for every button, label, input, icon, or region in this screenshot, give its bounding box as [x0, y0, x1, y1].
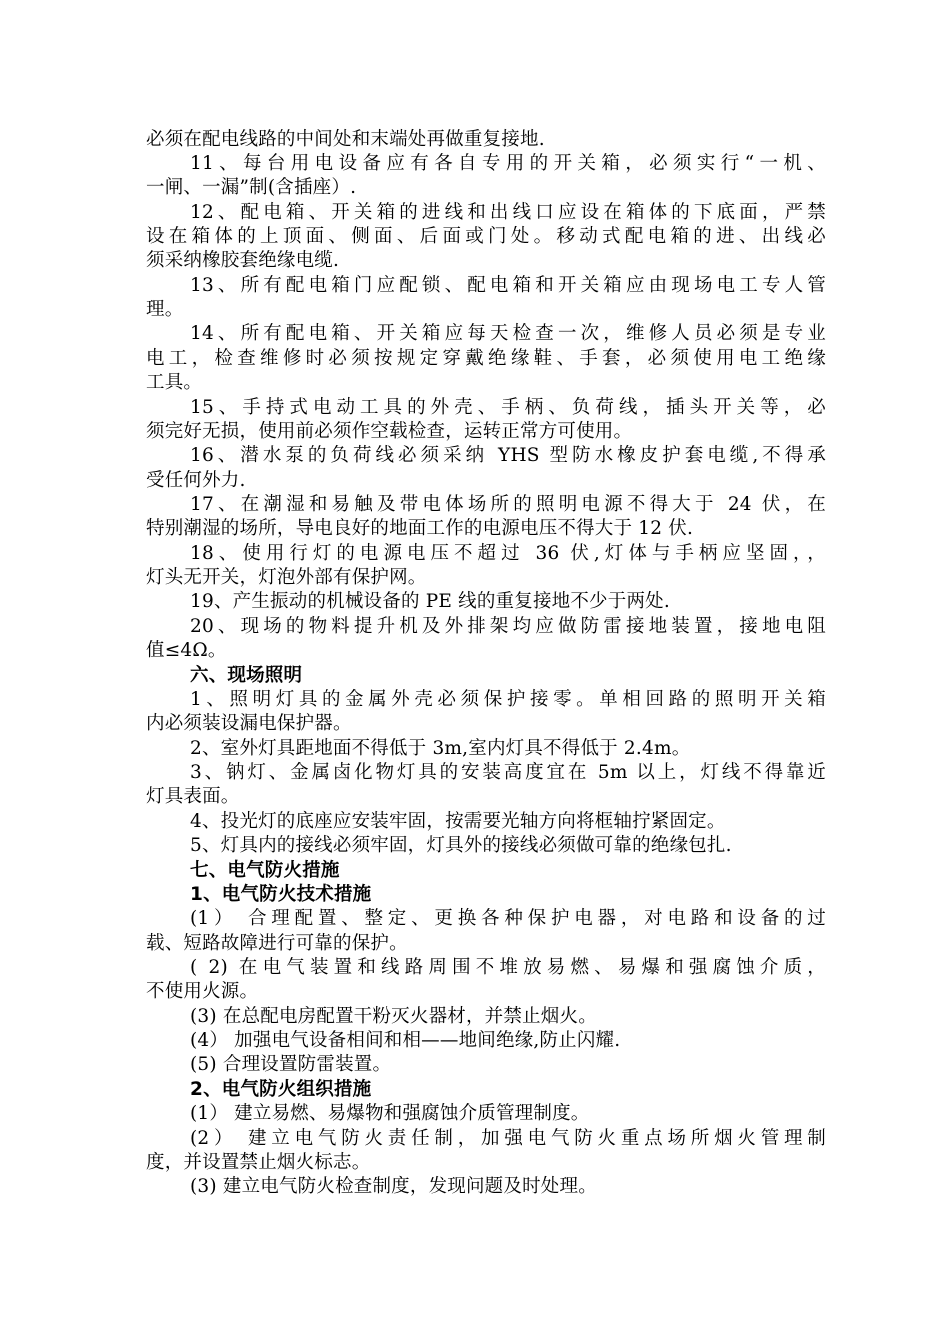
text-line: 特别潮湿的场所，导电良好的地面工作的电源电压不得大于 12 伏.	[146, 518, 694, 539]
text-line: 灯头无开关，灯泡外部有保护网。	[146, 567, 427, 588]
text-line: (3) 在总配电房配置干粉灭火器材，并禁止烟火。	[190, 1006, 597, 1027]
text-line: 须完好无损，使用前必须作空载检查，运转正常方可使用。	[146, 421, 633, 442]
text-line: 度，并设置禁止烟火标志。	[146, 1152, 371, 1173]
text-line: 17、在潮湿和易触及带电体场所的照明电源不得大于 24 伏，在	[190, 494, 826, 515]
section-heading: 七、电气防火措施	[190, 860, 340, 881]
text-line: 15、手持式电动工具的外壳、手柄、负荷线，插头开关等，必	[190, 397, 826, 418]
text-line: (1） 建立易燃、易爆物和强腐蚀介质管理制度。	[190, 1103, 590, 1124]
subsection-heading: 2、电气防火组织措施	[190, 1079, 372, 1100]
text-line: 14、所有配电箱、开关箱应每天检查一次，维修人员必须是专业	[190, 323, 826, 344]
subsection-heading: 1、电气防火技术措施	[190, 884, 372, 905]
text-line: 理。	[146, 299, 184, 320]
text-line: 内必须装设漏电保护器。	[146, 713, 352, 734]
text-line: 受任何外力.	[146, 470, 246, 491]
section-heading: 六、现场照明	[190, 665, 303, 686]
text-line: 3、钠灯、金属卤化物灯具的安装高度宜在 5m 以上，灯线不得靠近	[190, 762, 826, 783]
text-line: (5) 合理设置防雷装置。	[190, 1054, 392, 1075]
text-line: 18、使用行灯的电源电压不超过 36 伏,灯体与手柄应坚固，，	[190, 543, 826, 564]
text-line: 值≤4Ω。	[146, 640, 227, 661]
text-line: 必须在配电线路的中间处和末端处再做重复接地.	[146, 129, 545, 150]
text-line: (4） 加强电气设备相间和相——地间绝缘,防止闪耀.	[190, 1030, 621, 1051]
text-line: 11、每台用电设备应有各自专用的开关箱，必须实行“一机、	[190, 153, 826, 174]
text-line: (3) 建立电气防火检查制度，发现问题及时处理。	[190, 1176, 597, 1197]
text-line: 不使用火源。	[146, 981, 259, 1002]
text-line: ( 2) 在电气装置和线路周围不堆放易燃、易爆和强腐蚀介质，	[190, 957, 826, 978]
text-line: 1、照明灯具的金属外壳必须保护接零。单相回路的照明开关箱	[190, 689, 826, 710]
text-line: 20、现场的物料提升机及外排架均应做防雷接地装置，接地电阻	[190, 616, 826, 637]
text-line: 载、短路故障进行可靠的保护。	[146, 933, 408, 954]
text-line: 一闸、一漏”制(含插座）.	[146, 177, 357, 198]
text-line: 12、配电箱、开关箱的进线和出线口应设在箱体的下底面，严禁	[190, 202, 826, 223]
text-line: (2） 建立电气防火责任制，加强电气防火重点场所烟火管理制	[190, 1128, 826, 1149]
text-line: 设在箱体的上顶面、侧面、后面或门处。移动式配电箱的进、出线必	[146, 226, 826, 247]
text-line: (1） 合理配置、整定、更换各种保护电器，对电路和设备的过	[190, 908, 826, 929]
text-line: 19、产生振动的机械设备的 PE 线的重复接地不少于两处.	[190, 591, 670, 612]
text-line: 工具。	[146, 372, 203, 393]
text-line: 16、潜水泵的负荷线必须采纳 YHS 型防水橡皮护套电缆,不得承	[190, 445, 826, 466]
text-line: 须采纳橡胶套绝缘电缆.	[146, 250, 340, 271]
text-line: 13、所有配电箱门应配锁、配电箱和开关箱应由现场电工专人管	[190, 275, 826, 296]
text-line: 电工，检查维修时必须按规定穿戴绝缘鞋、手套，必须使用电工绝缘	[146, 348, 826, 369]
text-line: 5、灯具内的接线必须牢固，灯具外的接线必须做可靠的绝缘包扎.	[190, 835, 732, 856]
text-line: 2、室外灯具距地面不得低于 3m,室内灯具不得低于 2.4m。	[190, 738, 691, 759]
text-line: 4、投光灯的底座应安装牢固，按需要光轴方向将框轴拧紧固定。	[190, 811, 726, 832]
text-line: 灯具表面。	[146, 786, 240, 807]
